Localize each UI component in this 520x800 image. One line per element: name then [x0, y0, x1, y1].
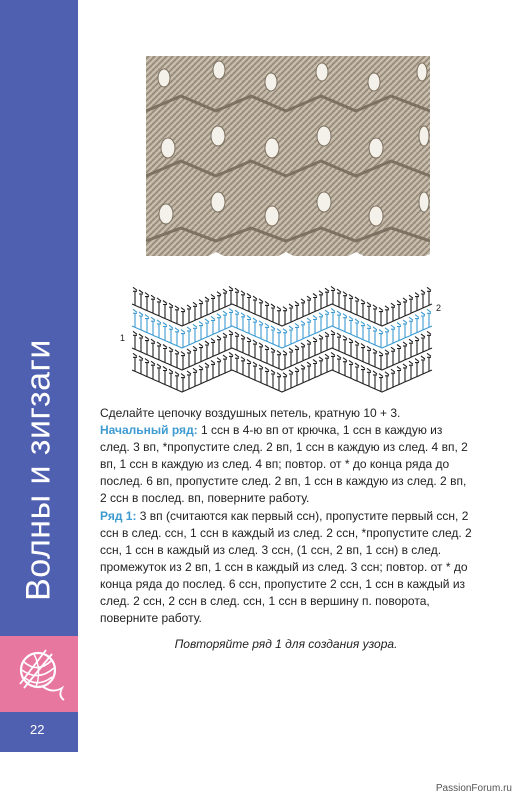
stitch-symbol: [289, 326, 293, 344]
stitch-symbol: [187, 305, 191, 323]
stitch-symbol: [397, 345, 401, 363]
stitch-symbol: [415, 337, 419, 355]
sidebar: [0, 0, 78, 800]
stitch-symbol: [349, 338, 353, 356]
crochet-swatch-photo: [146, 56, 430, 270]
stitch-symbol: [211, 338, 215, 356]
stitch-symbol: [307, 318, 311, 336]
stitch-symbol: [247, 338, 251, 356]
stitch-symbol: [187, 349, 191, 367]
stitch-symbol: [247, 294, 251, 312]
stitch-symbol: [409, 295, 413, 313]
stitch-symbol: [139, 312, 143, 330]
stitch-symbol: [301, 343, 305, 361]
stitch-symbol: [385, 372, 389, 390]
stitch-symbol: [313, 294, 317, 312]
stitch-symbol: [241, 357, 245, 375]
stitch-symbol: [139, 356, 143, 374]
stitch-symbol: [181, 352, 185, 370]
stitch-symbol: [241, 313, 245, 331]
stitch-symbol: [343, 292, 347, 310]
stitch-symbol: [235, 310, 239, 328]
stitch-symbol: [169, 369, 173, 387]
stitch-symbol: [253, 296, 257, 314]
stitch-symbol: [235, 354, 239, 372]
stitch-symbol: [211, 316, 215, 334]
stitch-symbol: [373, 349, 377, 367]
stitch-symbol: [145, 337, 149, 355]
stitch-symbol: [283, 329, 287, 347]
stitch-symbol: [415, 293, 419, 311]
stitch-symbol: [193, 346, 197, 364]
foundation-row-label: Начальный ряд:: [100, 423, 198, 438]
stitch-symbol: [211, 360, 215, 378]
stitch-symbol: [205, 363, 209, 381]
stitch-symbol: [385, 328, 389, 346]
stitch-symbol: [295, 323, 299, 341]
stitch-symbol: [331, 286, 335, 304]
stitch-symbol: [367, 302, 371, 320]
stitch-symbol: [397, 367, 401, 385]
stitch-symbol: [181, 330, 185, 348]
stitch-symbol: [175, 328, 179, 346]
stitch-symbol: [295, 367, 299, 385]
stitch-symbol: [349, 294, 353, 312]
stitch-symbol: [229, 330, 233, 348]
stitch-symbol: [271, 326, 275, 344]
stitch-symbol: [259, 299, 263, 317]
stitch-symbol: [277, 373, 281, 391]
stitch-symbol: [421, 290, 425, 308]
stitch-symbol: [241, 335, 245, 353]
stitch-symbol: [199, 366, 203, 384]
stitch-symbol: [199, 300, 203, 318]
stitch-symbol: [163, 301, 167, 319]
stitch-symbol: [265, 301, 269, 319]
stitch-symbol: [271, 348, 275, 366]
stitch-symbol: [175, 350, 179, 368]
stitch-symbol: [307, 362, 311, 380]
stitch-symbol: [415, 359, 419, 377]
stitch-symbol: [379, 352, 383, 370]
stitch-symbol: [163, 367, 167, 385]
stitch-symbol: [163, 323, 167, 341]
stitch-symbol: [421, 334, 425, 352]
stitch-symbol: [265, 367, 269, 385]
stitch-symbol: [325, 354, 329, 372]
stitch-symbol: [307, 296, 311, 314]
stitch-symbol: [145, 293, 149, 311]
stitch-symbol: [295, 345, 299, 363]
stitch-symbol: [205, 341, 209, 359]
stitch-symbol: [235, 332, 239, 350]
stitch-symbol: [211, 294, 215, 312]
stitch-symbol: [259, 343, 263, 361]
stitch-symbol: [355, 319, 359, 337]
stitch-symbol: [367, 368, 371, 386]
stitch-symbol: [235, 288, 239, 306]
stitch-symbol: [223, 333, 227, 351]
stitch-symbol: [247, 316, 251, 334]
stitch-symbol: [133, 287, 137, 305]
stitch-symbol: [151, 295, 155, 313]
stitch-symbol: [253, 340, 257, 358]
stitch-symbol: [271, 304, 275, 322]
stitch-symbol: [265, 323, 269, 341]
stitch-symbol: [193, 324, 197, 342]
stitch-symbol: [205, 297, 209, 315]
stitch-symbol: [343, 314, 347, 332]
stitch-symbol: [349, 316, 353, 334]
stitch-symbol: [313, 316, 317, 334]
stitch-symbol: [319, 357, 323, 375]
stitch-symbol: [331, 330, 335, 348]
stitch-symbol: [175, 306, 179, 324]
stitch-symbol: [223, 311, 227, 329]
stitch-symbol: [271, 370, 275, 388]
stitch-symbol: [217, 358, 221, 376]
stitch-symbol: [277, 351, 281, 369]
chart-row-label-2: 2: [436, 303, 442, 313]
stitch-symbol: [139, 290, 143, 308]
stitch-symbol: [337, 311, 341, 329]
stitch-symbol: [217, 292, 221, 310]
stitch-symbol: [319, 335, 323, 353]
stitch-symbol: [409, 339, 413, 357]
foundation-row-text: 1 ссн в 4-ю вп от крючка, 1 ссн в каждую из след. 3 вп, *пропустите след. 2 вп, 1 ссн в каждую из след. 4 вп, 2 вп, 1 ссн в каждую из след. 4 вп; повтор. от * до конца ряда до послед. 6 вп, пропустите след. 2 вп, 1 ссн в каждую из след. 2 вп, 2 ссн в послед. вп, поверните работу.: [100, 423, 468, 506]
stitch-symbol: [427, 353, 431, 371]
stitch-symbol: [157, 364, 161, 382]
chapter-title: Волны и зигзаги: [19, 339, 58, 601]
stitch-symbol: [421, 356, 425, 374]
stitch-symbol: [379, 308, 383, 326]
stitch-symbol: [187, 327, 191, 345]
stitch-symbol: [373, 371, 377, 389]
intro-text: Сделайте цепочку воздушных петель, кратную 10 + 3.: [100, 406, 401, 420]
stitch-symbol: [229, 308, 233, 326]
stitch-symbol: [253, 362, 257, 380]
stitch-symbol: [151, 361, 155, 379]
stitch-symbol: [277, 329, 281, 347]
stitch-symbol: [169, 303, 173, 321]
stitch-symbol: [217, 314, 221, 332]
stitch-symbol: [229, 352, 233, 370]
stitch-symbol: [133, 331, 137, 349]
stitch-symbol: [157, 320, 161, 338]
stitch-symbol: [133, 353, 137, 371]
stitch-symbol: [337, 355, 341, 373]
stitch-symbol: [193, 368, 197, 386]
stitch-symbol: [355, 297, 359, 315]
stitch-symbol: [295, 301, 299, 319]
stitch-symbol: [247, 360, 251, 378]
crochet-chart: [118, 285, 448, 395]
chart-row-label-1: 1: [120, 333, 126, 343]
stitch-symbol: [187, 371, 191, 389]
stitch-symbol: [175, 372, 179, 390]
stitch-symbol: [343, 358, 347, 376]
stitch-symbol: [325, 288, 329, 306]
stitch-symbol: [319, 313, 323, 331]
stitch-symbol: [373, 305, 377, 323]
stitch-symbol: [313, 338, 317, 356]
stitch-symbol: [253, 318, 257, 336]
stitch-symbol: [289, 370, 293, 388]
stitch-symbol: [325, 310, 329, 328]
stitch-symbol: [145, 315, 149, 333]
stitch-symbol: [145, 359, 149, 377]
stitch-symbol: [385, 350, 389, 368]
stitch-symbol: [379, 374, 383, 392]
stitch-symbol: [421, 312, 425, 330]
stitch-symbol: [133, 309, 137, 327]
stitch-symbol: [169, 347, 173, 365]
stitch-symbol: [397, 301, 401, 319]
stitch-symbol: [409, 361, 413, 379]
stitch-symbol: [157, 342, 161, 360]
stitch-symbol: [151, 339, 155, 357]
stitch-symbol: [337, 289, 341, 307]
stitch-symbol: [319, 291, 323, 309]
repeat-note: Повторяйте ряд 1 для создания узора.: [174, 637, 398, 652]
row-1-label: Ряд 1:: [100, 508, 137, 523]
stitch-symbol: [367, 346, 371, 364]
stitch-symbol: [355, 363, 359, 381]
foundation-row: [100, 422, 472, 507]
stitch-symbol: [181, 308, 185, 326]
stitch-symbol: [403, 342, 407, 360]
row-1-text: 3 вп (считаются как первый ссн), пропустите первый ссн, 2 ссн в след. ссн, 1 ссн в каждый из след. 2 ссн, *пропустите след. 2 ссн, 1 ссн в каждый из след. 3 ссн, (1 ссн, 2 вп, 1 ссн) в след. промежуток из 2 вп, 1 ссн в каждый из след. 3 ссн; повтор. от * до конца ряда до послед. 6 ссн, пропустите 2 ссн, 1 ссн в каждый из след. 2 ссн, 2 ссн в след. ссн, 1 ссн в вершину п. поворота, поверните работу.: [100, 508, 472, 626]
stitch-symbol: [169, 325, 173, 343]
stitch-symbol: [223, 355, 227, 373]
stitch-symbol: [361, 322, 365, 340]
stitch-symbol: [151, 317, 155, 335]
stitch-symbol: [301, 365, 305, 383]
stitch-symbol: [223, 289, 227, 307]
stitch-symbol: [343, 336, 347, 354]
yarn-ball-icon: [12, 644, 66, 702]
watermark: PassionForum.ru: [435, 783, 512, 794]
stitch-symbol: [403, 364, 407, 382]
stitch-symbol: [427, 287, 431, 305]
stitch-symbol: [427, 331, 431, 349]
stitch-symbol: [301, 321, 305, 339]
stitch-symbol: [265, 345, 269, 363]
stitch-symbol: [217, 336, 221, 354]
stitch-symbol: [373, 327, 377, 345]
stitch-symbol: [139, 334, 143, 352]
stitch-symbol: [193, 302, 197, 320]
stitch-symbol: [259, 365, 263, 383]
stitch-symbol: [397, 323, 401, 341]
stitch-symbol: [409, 317, 413, 335]
stitch-symbol: [313, 360, 317, 378]
stitch-symbol: [415, 315, 419, 333]
stitch-symbol: [361, 366, 365, 384]
instructions: [100, 405, 472, 653]
stitch-symbol: [199, 344, 203, 362]
stitch-symbol: [157, 298, 161, 316]
stitch-symbol: [289, 348, 293, 366]
stitch-symbol: [337, 333, 341, 351]
stitch-symbol: [205, 319, 209, 337]
stitch-symbol: [403, 298, 407, 316]
stitch-symbol: [301, 299, 305, 317]
stitch-symbol: [331, 352, 335, 370]
page-number: 22: [30, 722, 45, 737]
stitch-symbol: [283, 373, 287, 391]
stitch-symbol: [163, 345, 167, 363]
stitch-symbol: [379, 330, 383, 348]
stitch-symbol: [259, 321, 263, 339]
stitch-symbol: [355, 341, 359, 359]
stitch-symbol: [289, 304, 293, 322]
stitch-symbol: [307, 340, 311, 358]
row-1: [100, 508, 472, 628]
stitch-symbol: [325, 332, 329, 350]
stitch-symbol: [367, 324, 371, 342]
stitch-symbol: [283, 351, 287, 369]
stitch-symbol: [391, 347, 395, 365]
stitch-symbol: [199, 322, 203, 340]
stitch-symbol: [403, 320, 407, 338]
stitch-symbol: [331, 308, 335, 326]
stitch-symbol: [361, 300, 365, 318]
stitch-symbol: [349, 360, 353, 378]
stitch-symbol: [361, 344, 365, 362]
stitch-symbol: [229, 286, 233, 304]
stitch-symbol: [385, 306, 389, 324]
stitch-symbol: [391, 325, 395, 343]
stitch-symbol: [391, 369, 395, 387]
stitch-symbol: [181, 374, 185, 392]
stitch-symbol: [391, 303, 395, 321]
stitch-symbol: [241, 291, 245, 309]
stitch-symbol: [277, 307, 281, 325]
stitch-symbol: [427, 309, 431, 327]
stitch-symbol: [283, 307, 287, 325]
